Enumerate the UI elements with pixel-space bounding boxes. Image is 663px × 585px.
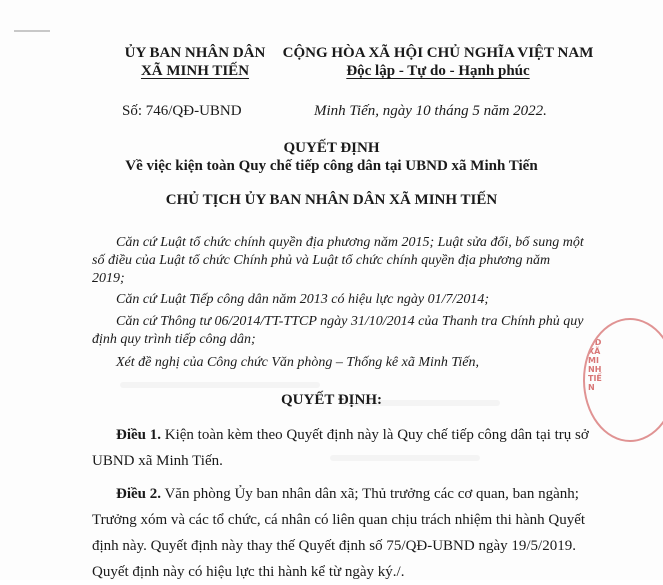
preamble-clause: Xét đề nghị của Công chức Văn phòng – Thống kê xã Minh Tiến, [116,355,480,370]
article-1 [92,422,592,474]
place-and-date: Minh Tiến, ngày 10 tháng 5 năm 2022. [314,103,547,119]
preamble-clause: Căn cứ Luật tổ chức chính quyền địa phương năm 2015; Luật sửa đổi, bổ sung một số điều của Luật tổ chức Chính phủ và Luật tổ chức chính quyền địa phương năm 2019; [92,235,584,286]
official-seal [583,318,663,442]
article-label: Điều 1. [116,427,161,443]
scan-artifact [14,30,50,32]
preamble-clause: Căn cứ Thông tư 06/2014/TT-TTCP ngày 31/10/2014 của Thanh tra Chính phủ quy định quy trình tiếp công dân; [92,314,584,347]
document-number: Số: 746/QĐ-UBND [122,103,242,119]
article-text: Văn phòng Ủy ban nhân dân xã; Thủ trưởng các cơ quan, ban ngành; Trưởng xóm và các tổ chức, cá nhân có liên quan chịu trách nhiệm thi hành Quyết định này. Quyết định này thay thế Quyết định số 75/QĐ-UBND ngày 19/5/2019. Quyết định này có hiệu lực thi hành kể từ ngày ký./. [92,486,586,580]
national-motto: Độc lập - Tự do - Hạnh phúc [346,63,530,79]
article-label: Điều 2. [116,486,161,502]
article-text: Kiện toàn kèm theo Quyết định này là Quy chế tiếp công dân tại trụ sở UBND xã Minh Tiến. [92,427,589,469]
seal-text: ND XÃ MINH TIẾN [588,338,602,392]
article-2 [92,481,592,585]
document-subject: Về việc kiện toàn Quy chế tiếp công dân tại UBND xã Minh Tiến [125,158,538,174]
issuer-line-1: ỦY BAN NHÂN DÂN [124,45,266,61]
scan-shadow [120,382,320,388]
national-title: CỘNG HÒA XÃ HỘI CHỦ NGHĨA VIỆT NAM [282,45,594,61]
issuing-authority: CHỦ TỊCH ỦY BAN NHÂN DÂN XÃ MINH TIẾN [165,192,498,208]
preamble-clause: Căn cứ Luật Tiếp công dân năm 2013 có hiệu lực ngày 01/7/2014; [116,292,490,307]
decision-heading: QUYẾT ĐỊNH: [281,392,382,408]
document-type: QUYẾT ĐỊNH [283,140,380,156]
issuer-line-2: XÃ MINH TIẾN [140,63,250,79]
